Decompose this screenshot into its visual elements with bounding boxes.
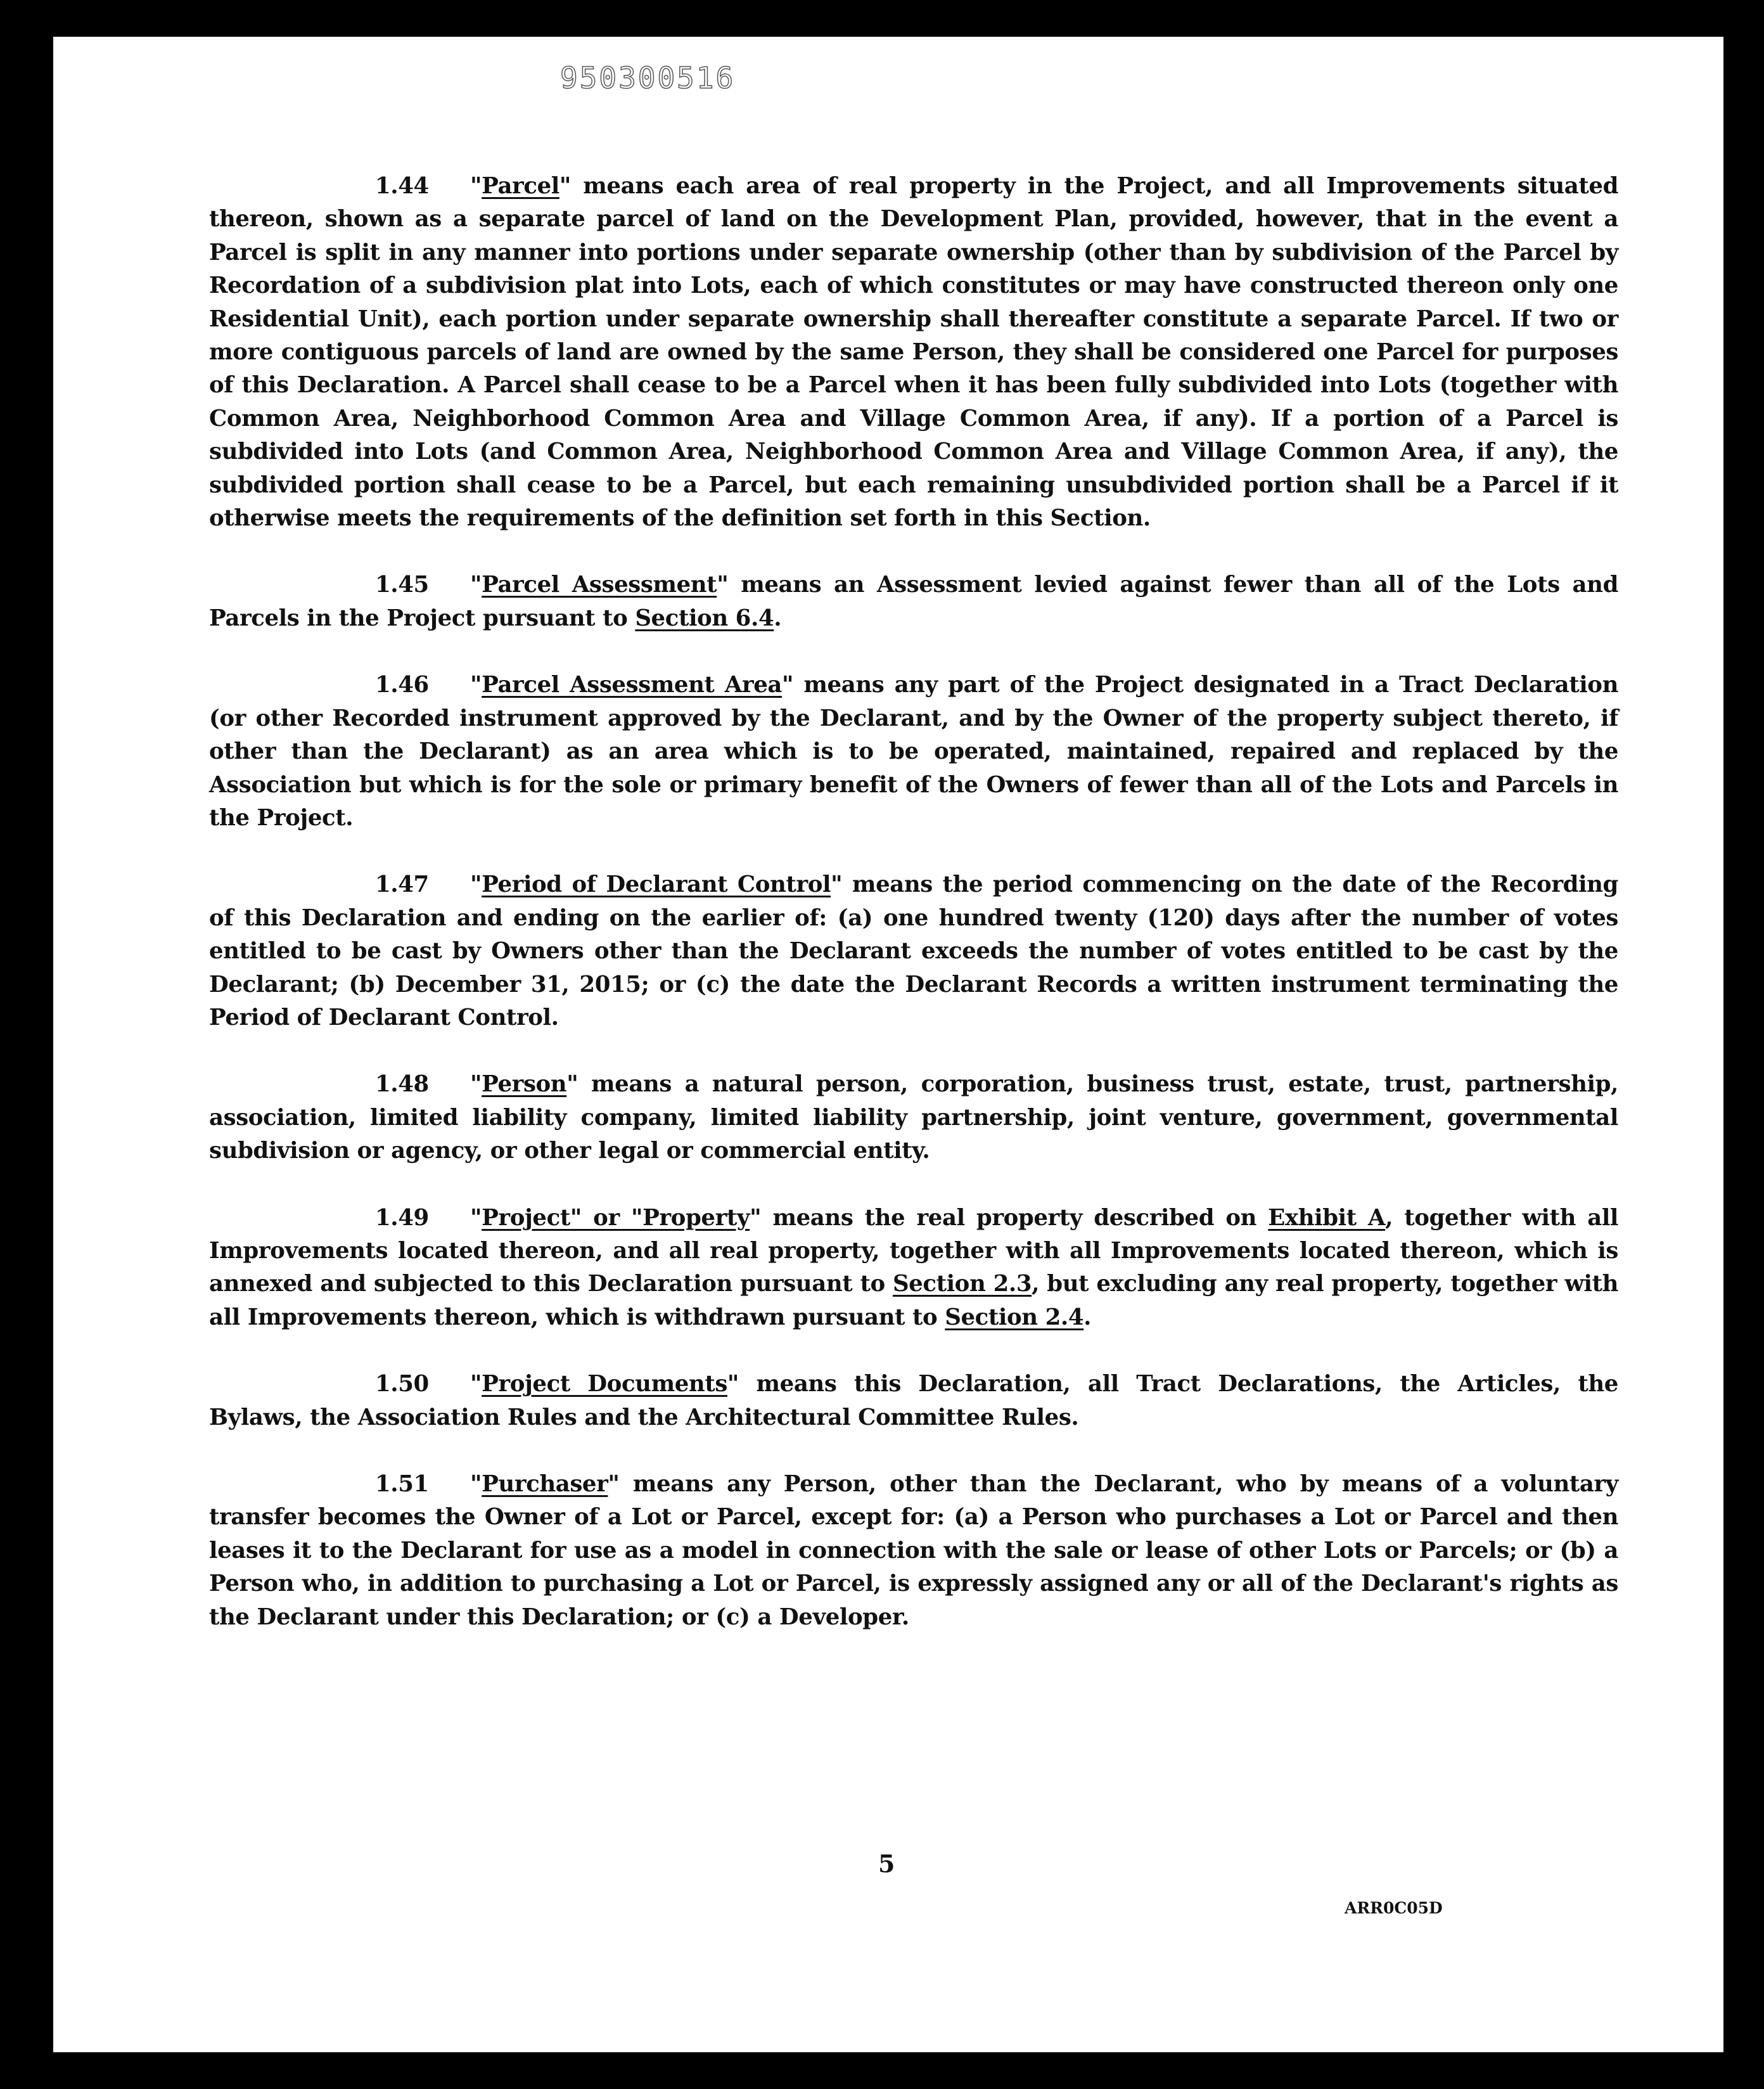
section-number: 1.45	[375, 572, 429, 598]
defined-term: Parcel Assessment Area	[482, 672, 783, 698]
defined-term: Project Documents	[482, 1371, 727, 1398]
section-number: 1.49	[375, 1204, 429, 1231]
section-text: means any Person, other than the Declarant, who by means of a voluntary transfer becomes the Owner of a Lot or Parcel, except for: (a) a Person who purchases a Lot or Parcel and then leases it to the Declarant for use as a model in connection with the sale or lease of other Lots or Parcels; or (b) a Person who, in addition to purchasing a Lot or Parcel, is expressly assigned any or all of the Declarant's rights as the Declarant under this Declaration; or (c) a Developer.	[209, 1471, 1618, 1630]
section-text-mid: , together with all Improvements located thereon, and all real property, together with all Improvements located thereon, which is annexed and subjected to this Declaration pursuant to	[209, 1204, 1619, 1297]
section-number: 1.48	[375, 1071, 429, 1098]
section-text-end: .	[774, 605, 782, 631]
section-text: means an Assessment levied against fewer than all of the Lots and Parcels in the Project pursuant to	[209, 572, 1618, 631]
section-reference-link: Section 2.3	[892, 1271, 1032, 1297]
section-1-49: 1.49 "Project" or "Property" means the real property described on Exhibit A, together with all Improvements located thereon, and all real property, together with all Improvements located thereon, which is annexed and subjected to this Declaration pursuant to Section 2.3, but excluding any real property, together with all Improvements thereon, which is withdrawn pursuant to Section 2.4.	[209, 1202, 1618, 1335]
section-1-46: 1.46 "Parcel Assessment Area" means any part of the Project designated in a Tract Declaration (or other Recorded instrument approved by the Declarant, and by the Owner of the property subject thereto, if other than the Declarant) as an area which is to be operated, maintained, repaired and replaced by the Association but which is for the sole or primary benefit of the Owners of fewer than all of the Lots and Parcels in the Project.	[209, 669, 1618, 835]
section-number: 1.47	[375, 871, 429, 898]
section-1-44: 1.44 "Parcel" means each area of real property in the Project, and all Improvements situated thereon, shown as a separate parcel of land on the Development Plan, provided, however, that in the event a Parcel is split in any manner into portions under separate ownership (other than by subdivision of the Parcel by Recordation of a subdivision plat into Lots, each of which constitutes or may have constructed thereon only one Residential Unit), each portion under separate ownership shall thereafter constitute a separate Parcel. If two or more contiguous parcels of land are owned by the same Person, they shall be considered one Parcel for purposes of this Declaration. A Parcel shall cease to be a Parcel when it has been fully subdivided into Lots (together with Common Area, Neighborhood Common Area and Village Common Area, if any). If a portion of a Parcel is subdivided into Lots (and Common Area, Neighborhood Common Area and Village Common Area, if any), the subdivided portion shall cease to be a Parcel, but each remaining unsubdivided portion shall be a Parcel if it otherwise meets the requirements of the definition set forth in this Section.	[209, 170, 1618, 535]
section-text-end: .	[1083, 1304, 1092, 1330]
section-1-48: 1.48 "Person" means a natural person, corporation, business trust, estate, trust, partnership, association, limited liability company, limited liability partnership, joint venture, government, governmental subdivision or agency, or other legal or commercial entity.	[209, 1068, 1618, 1167]
section-text: means a natural person, corporation, business trust, estate, trust, partnership, association, limited liability company, limited liability partnership, joint venture, government, governmental subdivision or agency, or other legal or commercial entity.	[209, 1071, 1618, 1164]
section-text: means each area of real property in the Project, and all Improvements situated thereon, shown as a separate parcel of land on the Development Plan, provided, however, that in the event a Parcel is split in any manner into portions under separate ownership (other than by subdivision of the Parcel by Recordation of a subdivision plat into Lots, each of which constitutes or may have constructed thereon only one Residential Unit), each portion under separate ownership shall thereafter constitute a separate Parcel. If two or more contiguous parcels of land are owned by the same Person, they shall be considered one Parcel for purposes of this Declaration. A Parcel shall cease to be a Parcel when it has been fully subdivided into Lots (together with Common Area, Neighborhood Common Area and Village Common Area, if any). If a portion of a Parcel is subdivided into Lots (and Common Area, Neighborhood Common Area and Village Common Area, if any), the subdivided portion shall cease to be a Parcel, but each remaining unsubdivided portion shall be a Parcel if it otherwise meets the requirements of the definition set forth in this Section.	[209, 173, 1618, 532]
defined-term: Purchaser	[482, 1471, 608, 1497]
defined-term: Parcel Assessment	[482, 572, 717, 598]
defined-term: Parcel	[482, 173, 559, 199]
section-number: 1.51	[375, 1471, 429, 1497]
section-text: means the real property described on	[761, 1204, 1269, 1231]
document-code: ARR0C05D	[1345, 1899, 1443, 1917]
defined-term: Project" or "Property	[482, 1204, 750, 1231]
section-1-47: 1.47 "Period of Declarant Control" means the period commencing on the date of the Recording of this Declaration and ending on the earlier of: (a) one hundred twenty (120) days after the number of votes entitled to be cast by Owners other than the Declarant exceeds the number of votes entitled to be cast by the Declarant; (b) December 31, 2015; or (c) the date the Declarant Records a written instrument terminating the Period of Declarant Control.	[209, 868, 1618, 1034]
section-number: 1.50	[375, 1371, 429, 1398]
page-number: 5	[878, 1849, 895, 1878]
section-1-51: 1.51 "Purchaser" means any Person, other than the Declarant, who by means of a voluntary transfer becomes the Owner of a Lot or Parcel, except for: (a) a Person who purchases a Lot or Parcel and then leases it to the Declarant for use as a model in connection with the sale or lease of other Lots or Parcels; or (b) a Person who, in addition to purchasing a Lot or Parcel, is expressly assigned any or all of the Declarant's rights as the Declarant under this Declaration; or (c) a Developer.	[209, 1468, 1618, 1634]
section-number: 1.46	[375, 672, 429, 698]
section-1-50: 1.50 "Project Documents" means this Declaration, all Tract Declarations, the Articles, the Bylaws, the Association Rules and the Architectural Committee Rules.	[209, 1368, 1618, 1434]
exhibit-reference: Exhibit A	[1268, 1204, 1386, 1231]
section-text: means the period commencing on the date of the Recording of this Declaration and ending on the earlier of: (a) one hundred twenty (120) days after the number of votes entitled to be cast by Owners other than the Declarant exceeds the number of votes entitled to be cast by the Declarant; (b) December 31, 2015; or (c) the date the Declarant Records a written instrument terminating the Period of Declarant Control.	[209, 871, 1618, 1031]
defined-term: Period of Declarant Control	[482, 871, 831, 898]
document-body	[209, 170, 1618, 1668]
section-text-mid: , but excluding any real property, together with all Improvements thereon, which is withdrawn pursuant to	[209, 1271, 1618, 1330]
section-number: 1.44	[375, 173, 429, 199]
section-1-45: 1.45 "Parcel Assessment" means an Assessment levied against fewer than all of the Lots and Parcels in the Project pursuant to Section 6.4.	[209, 569, 1618, 635]
document-page	[53, 37, 1723, 2052]
section-reference-link: Section 2.4	[945, 1304, 1084, 1330]
section-text: means this Declaration, all Tract Declarations, the Articles, the Bylaws, the Association Rules and the Architectural Committee Rules.	[209, 1371, 1618, 1430]
section-reference-link: Section 6.4	[635, 605, 774, 631]
section-text: means any part of the Project designated in a Tract Declaration (or other Recorded instrument approved by the Declarant, and by the Owner of the property subject thereto, if other than the Declarant) as an area which is to be operated, maintained, repaired and replaced by the Association but which is for the sole or primary benefit of the Owners of fewer than all of the Lots and Parcels in the Project.	[209, 672, 1618, 831]
document-stamp: 950300516	[560, 61, 736, 95]
defined-term: Person	[482, 1071, 567, 1098]
